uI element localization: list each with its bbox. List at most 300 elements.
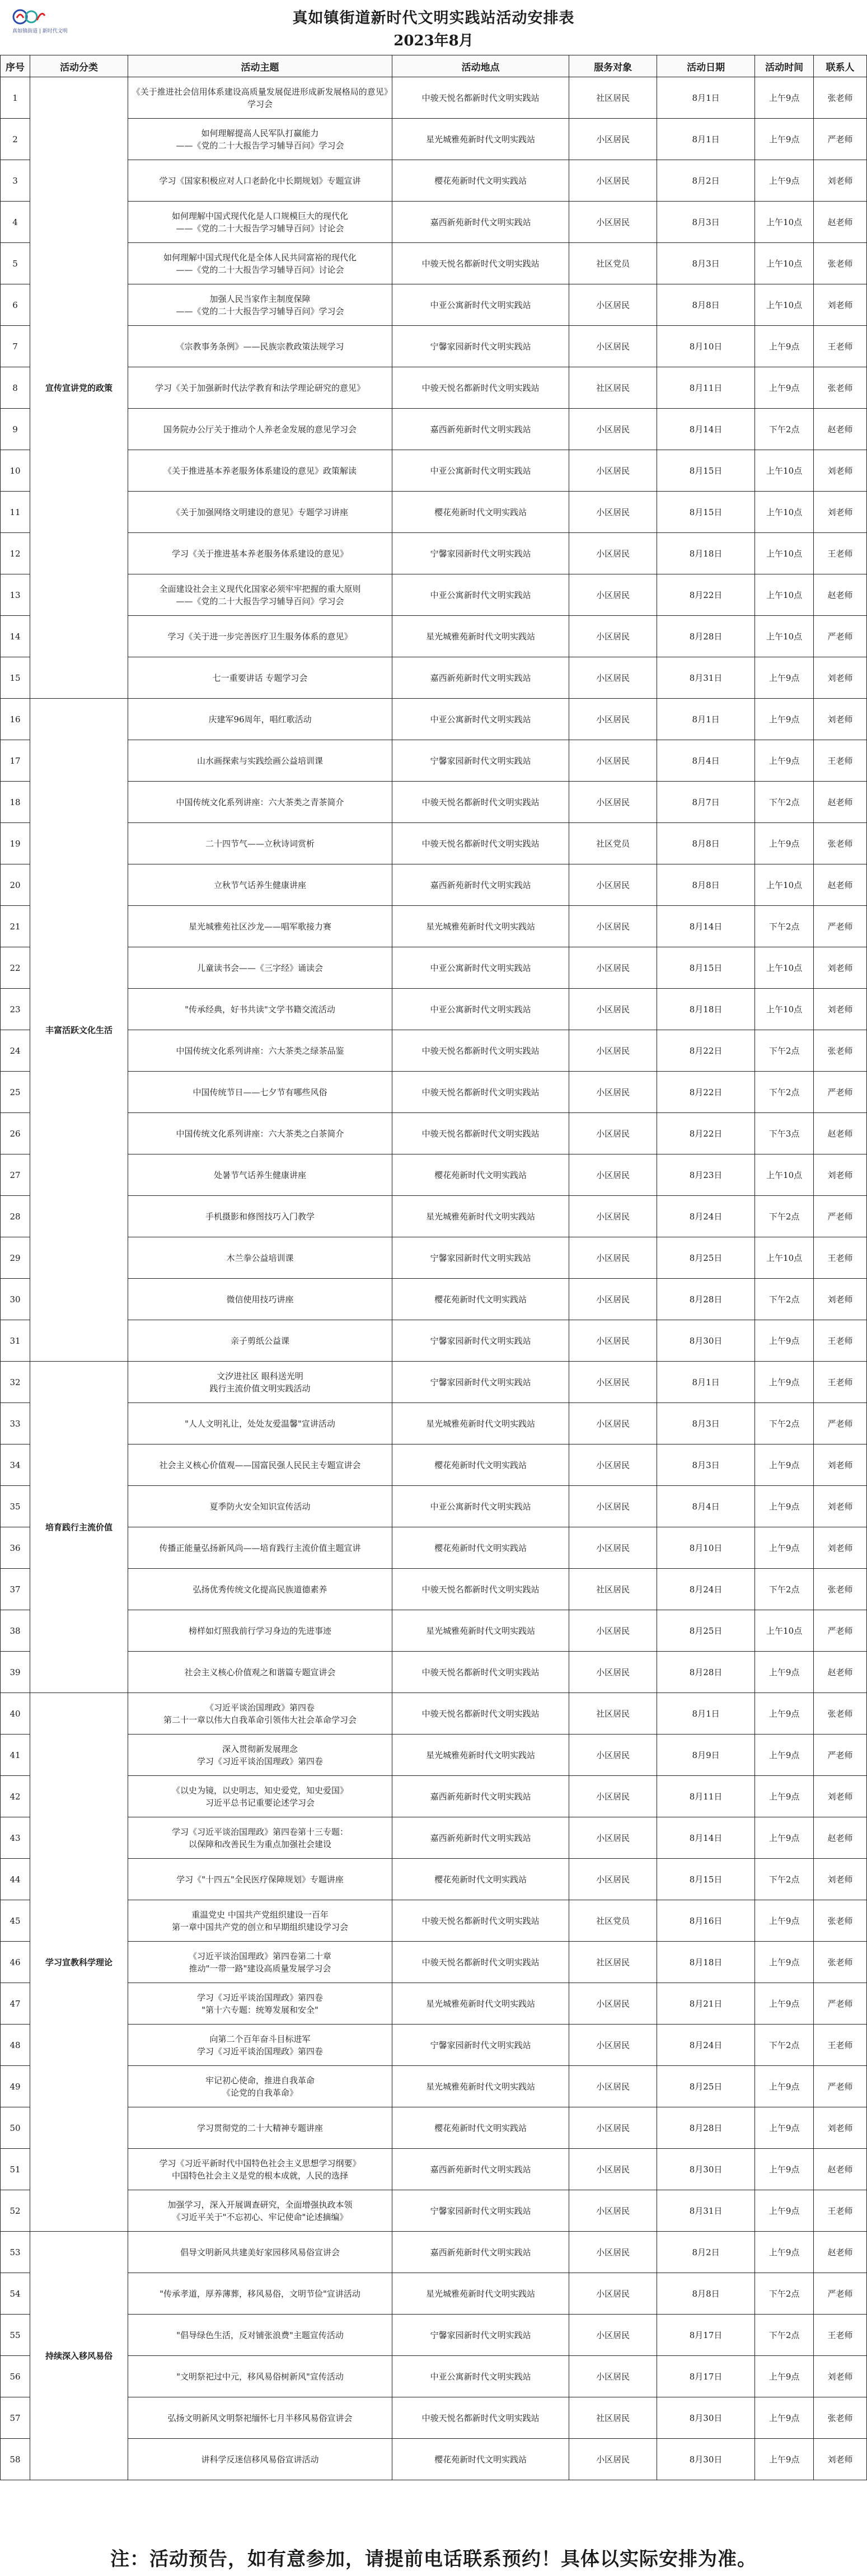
- activity-topic: 深入贯彻新发展理念 学习《习近平谈治国理政》第四卷: [128, 1735, 392, 1776]
- activity-time: 上午9点: [755, 1735, 814, 1776]
- table-row: [1, 1610, 867, 1652]
- service-target: 小区居民: [569, 699, 657, 740]
- page-subtitle: 2023年8月: [393, 32, 474, 49]
- table-row: [1, 699, 867, 740]
- service-target: 小区居民: [569, 864, 657, 906]
- table-row: [1, 409, 867, 450]
- contact-person: 赵老师: [814, 2232, 867, 2273]
- table-row: [1, 2025, 867, 2066]
- table-row: [1, 1900, 867, 1942]
- row-number: 26: [1, 1113, 30, 1154]
- activity-date: 8月1日: [657, 1362, 755, 1403]
- contact-person: 刘老师: [814, 989, 867, 1030]
- activity-location: 中亚公寓新时代文明实践站: [392, 947, 569, 989]
- contact-person: 王老师: [814, 533, 867, 574]
- activity-location: 中骏天悦名都新时代文明实践站: [392, 243, 569, 284]
- activity-location: 中亚公寓新时代文明实践站: [392, 2356, 569, 2397]
- activity-time: 上午9点: [755, 2232, 814, 2273]
- contact-person: 严老师: [814, 1072, 867, 1113]
- activity-date: 8月16日: [657, 1900, 755, 1942]
- activity-location: 嘉西新苑新时代文明实践站: [392, 1817, 569, 1859]
- activity-time: 上午10点: [755, 864, 814, 906]
- column-header: 活动日期: [657, 55, 755, 77]
- activity-topic: 文汐进社区 眼科送光明 践行主流价值文明实践活动: [128, 1362, 392, 1403]
- activity-date: 8月3日: [657, 1444, 755, 1486]
- contact-person: 严老师: [814, 906, 867, 947]
- contact-person: 王老师: [814, 1320, 867, 1362]
- table-row: [1, 2397, 867, 2439]
- activity-topic: 庆建军96周年，唱红歌活动: [128, 699, 392, 740]
- contact-person: 严老师: [814, 1403, 867, 1444]
- activity-location: 中骏天悦名都新时代文明实践站: [392, 782, 569, 823]
- contact-person: 刘老师: [814, 1859, 867, 1900]
- service-target: 小区居民: [569, 1983, 657, 2025]
- activity-topic: 讲科学反迷信移风易俗宣讲活动: [128, 2439, 392, 2480]
- table-row: [1, 616, 867, 657]
- activity-time: 上午10点: [755, 243, 814, 284]
- row-number: 14: [1, 616, 30, 657]
- activity-time: 上午9点: [755, 1320, 814, 1362]
- activity-topic: 中国传统节日——七夕节有哪些风俗: [128, 1072, 392, 1113]
- table-row: [1, 574, 867, 616]
- activity-topic: 学习《"十四五"全民医疗保障规划》专题讲座: [128, 1859, 392, 1900]
- activity-location: 嘉西新苑新时代文明实践站: [392, 2149, 569, 2190]
- service-target: 小区居民: [569, 2107, 657, 2149]
- service-target: 小区居民: [569, 1859, 657, 1900]
- schedule-table: [0, 55, 867, 2480]
- category-cell: 培育践行主流价值: [30, 1362, 128, 1693]
- activity-topic: 儿童读书会——《三字经》诵读会: [128, 947, 392, 989]
- activity-time: 上午9点: [755, 657, 814, 699]
- contact-person: 刘老师: [814, 2439, 867, 2480]
- activity-topic: 弘扬文明新风文明祭祀缅怀七月半移风易俗宣讲会: [128, 2397, 392, 2439]
- activity-location: 星光城雅苑新时代文明实践站: [392, 1983, 569, 2025]
- activity-time: 上午10点: [755, 947, 814, 989]
- service-target: 小区居民: [569, 1362, 657, 1403]
- activity-location: 嘉西新苑新时代文明实践站: [392, 2232, 569, 2273]
- activity-date: 8月28日: [657, 616, 755, 657]
- activity-location: 嘉西新苑新时代文明实践站: [392, 202, 569, 243]
- column-header: 活动时间: [755, 55, 814, 77]
- contact-person: 张老师: [814, 1569, 867, 1610]
- activity-time: 下午2点: [755, 1030, 814, 1072]
- activity-location: 宁馨家园新时代文明实践站: [392, 1320, 569, 1362]
- service-target: 社区居民: [569, 1693, 657, 1735]
- activity-time: 上午9点: [755, 2397, 814, 2439]
- activity-date: 8月22日: [657, 574, 755, 616]
- row-number: 13: [1, 574, 30, 616]
- service-target: 小区居民: [569, 1279, 657, 1320]
- service-target: 小区居民: [569, 1486, 657, 1527]
- service-target: 小区居民: [569, 326, 657, 367]
- row-number: 5: [1, 243, 30, 284]
- activity-location: 星光城雅苑新时代文明实践站: [392, 1735, 569, 1776]
- row-number: 33: [1, 1403, 30, 1444]
- service-target: 社区居民: [569, 367, 657, 409]
- activity-date: 8月18日: [657, 533, 755, 574]
- contact-person: 赵老师: [814, 409, 867, 450]
- activity-topic: 如何理解中国式现代化是人口规模巨大的现代化 ——《党的二十大报告学习辅导百问》讨论会: [128, 202, 392, 243]
- contact-person: 刘老师: [814, 1279, 867, 1320]
- activity-topic: 中国传统文化系列讲座：六大茶类之白茶简介: [128, 1113, 392, 1154]
- activity-time: 下午2点: [755, 906, 814, 947]
- activity-date: 8月1日: [657, 699, 755, 740]
- activity-topic: "倡导绿色生活，反对铺张浪费"主题宣传活动: [128, 2315, 392, 2356]
- activity-topic: 星光城雅苑社区沙龙——唱军歌接力赛: [128, 906, 392, 947]
- category-cell: 宣传宣讲党的政策: [30, 77, 128, 699]
- row-number: 45: [1, 1900, 30, 1942]
- row-number: 28: [1, 1196, 30, 1237]
- activity-time: 上午10点: [755, 989, 814, 1030]
- activity-topic: 《习近平谈治国理政》第四卷 第二十一章以伟大自我革命引领伟大社会革命学习会: [128, 1693, 392, 1735]
- service-target: 小区居民: [569, 1444, 657, 1486]
- table-row: [1, 367, 867, 409]
- contact-person: 严老师: [814, 1983, 867, 2025]
- table-row: [1, 1569, 867, 1610]
- activity-location: 中骏天悦名都新时代文明实践站: [392, 1113, 569, 1154]
- activity-topic: 微信使用技巧讲座: [128, 1279, 392, 1320]
- table-row: [1, 1154, 867, 1196]
- contact-person: 张老师: [814, 1942, 867, 1983]
- contact-person: 刘老师: [814, 1527, 867, 1569]
- contact-person: 赵老师: [814, 864, 867, 906]
- activity-date: 8月4日: [657, 740, 755, 782]
- service-target: 小区居民: [569, 2066, 657, 2107]
- activity-location: 中骏天悦名都新时代文明实践站: [392, 1693, 569, 1735]
- contact-person: 张老师: [814, 77, 867, 119]
- table-row: [1, 2232, 867, 2273]
- service-target: 社区党员: [569, 823, 657, 864]
- row-number: 17: [1, 740, 30, 782]
- row-number: 41: [1, 1735, 30, 1776]
- service-target: 小区居民: [569, 740, 657, 782]
- activity-date: 8月14日: [657, 1817, 755, 1859]
- activity-time: 下午2点: [755, 409, 814, 450]
- activity-location: 中骏天悦名都新时代文明实践站: [392, 1900, 569, 1942]
- activity-topic: 社会主义核心价值观——国富民强人民民主专题宣讲会: [128, 1444, 392, 1486]
- activity-time: 上午9点: [755, 1776, 814, 1817]
- activity-topic: 《习近平谈治国理政》第四卷第二十章 推动"一带一路"建设高质量发展学习会: [128, 1942, 392, 1983]
- activity-date: 8月15日: [657, 947, 755, 989]
- activity-location: 星光城雅苑新时代文明实践站: [392, 1610, 569, 1652]
- contact-person: 刘老师: [814, 699, 867, 740]
- activity-time: 上午9点: [755, 77, 814, 119]
- contact-person: 赵老师: [814, 574, 867, 616]
- activity-date: 8月8日: [657, 284, 755, 326]
- activity-topic: 学习《习近平谈治国理政》第四卷第十三专题： 以保障和改善民生为重点加强社会建设: [128, 1817, 392, 1859]
- contact-person: 王老师: [814, 2315, 867, 2356]
- activity-date: 8月14日: [657, 906, 755, 947]
- row-number: 8: [1, 367, 30, 409]
- activity-time: 上午9点: [755, 1362, 814, 1403]
- row-number: 36: [1, 1527, 30, 1569]
- activity-location: 樱花苑新时代文明实践站: [392, 1154, 569, 1196]
- service-target: 小区居民: [569, 1610, 657, 1652]
- activity-date: 8月31日: [657, 2190, 755, 2232]
- activity-time: 上午10点: [755, 450, 814, 492]
- service-target: 小区居民: [569, 119, 657, 160]
- table-row: [1, 2273, 867, 2315]
- service-target: 小区居民: [569, 2315, 657, 2356]
- activity-topic: 牢记初心使命，推进自我革命 《论党的自我革命》: [128, 2066, 392, 2107]
- activity-time: 上午9点: [755, 2066, 814, 2107]
- table-row: [1, 782, 867, 823]
- activity-date: 8月30日: [657, 2149, 755, 2190]
- activity-topic: "人人文明礼让，处处友爱温馨"宣讲活动: [128, 1403, 392, 1444]
- activity-date: 8月28日: [657, 2107, 755, 2149]
- activity-location: 中骏天悦名都新时代文明实践站: [392, 367, 569, 409]
- activity-date: 8月21日: [657, 1983, 755, 2025]
- activity-time: 下午3点: [755, 1113, 814, 1154]
- table-row: [1, 1196, 867, 1237]
- table-row: [1, 533, 867, 574]
- activity-date: 8月8日: [657, 823, 755, 864]
- service-target: 小区居民: [569, 1113, 657, 1154]
- activity-location: 樱花苑新时代文明实践站: [392, 1279, 569, 1320]
- contact-person: 刘老师: [814, 284, 867, 326]
- category-cell: 持续深入移风易俗: [30, 2232, 128, 2480]
- activity-date: 8月10日: [657, 1527, 755, 1569]
- service-target: 小区居民: [569, 2190, 657, 2232]
- contact-person: 赵老师: [814, 202, 867, 243]
- row-number: 15: [1, 657, 30, 699]
- service-target: 小区居民: [569, 2356, 657, 2397]
- row-number: 51: [1, 2149, 30, 2190]
- service-target: 小区居民: [569, 2232, 657, 2273]
- row-number: 1: [1, 77, 30, 119]
- contact-person: 张老师: [814, 823, 867, 864]
- activity-location: 星光城雅苑新时代文明实践站: [392, 1403, 569, 1444]
- activity-topic: 手机摄影和修图技巧入门教学: [128, 1196, 392, 1237]
- service-target: 小区居民: [569, 782, 657, 823]
- activity-location: 嘉西新苑新时代文明实践站: [392, 1776, 569, 1817]
- activity-location: 星光城雅苑新时代文明实践站: [392, 906, 569, 947]
- table-row: [1, 202, 867, 243]
- service-target: 社区居民: [569, 2397, 657, 2439]
- service-target: 小区居民: [569, 1196, 657, 1237]
- table-row: [1, 492, 867, 533]
- activity-location: 星光城雅苑新时代文明实践站: [392, 616, 569, 657]
- activity-location: 中骏天悦名都新时代文明实践站: [392, 77, 569, 119]
- activity-topic: 《关于加强网络文明建设的意见》专题学习讲座: [128, 492, 392, 533]
- activity-time: 上午9点: [755, 1900, 814, 1942]
- row-number: 46: [1, 1942, 30, 1983]
- table-row: [1, 657, 867, 699]
- row-number: 39: [1, 1652, 30, 1693]
- activity-location: 樱花苑新时代文明实践站: [392, 2107, 569, 2149]
- service-target: 小区居民: [569, 533, 657, 574]
- table-row: [1, 326, 867, 367]
- activity-location: 中骏天悦名都新时代文明实践站: [392, 823, 569, 864]
- service-target: 小区居民: [569, 409, 657, 450]
- activity-date: 8月15日: [657, 492, 755, 533]
- activity-location: 中亚公寓新时代文明实践站: [392, 1486, 569, 1527]
- activity-date: 8月24日: [657, 1196, 755, 1237]
- activity-date: 8月23日: [657, 1154, 755, 1196]
- table-row: [1, 119, 867, 160]
- activity-date: 8月9日: [657, 1735, 755, 1776]
- row-number: 47: [1, 1983, 30, 2025]
- table-row: [1, 2356, 867, 2397]
- table-row: [1, 2190, 867, 2232]
- activity-topic: 《以史为镜，以史明志，知史爱党，知史爱国》 习近平总书记重要论述学习会: [128, 1776, 392, 1817]
- activity-time: 上午10点: [755, 1610, 814, 1652]
- contact-person: 张老师: [814, 1693, 867, 1735]
- service-target: 小区居民: [569, 1403, 657, 1444]
- row-number: 42: [1, 1776, 30, 1817]
- table-row: [1, 1776, 867, 1817]
- service-target: 小区居民: [569, 160, 657, 202]
- activity-time: 上午9点: [755, 1942, 814, 1983]
- row-number: 50: [1, 2107, 30, 2149]
- row-number: 35: [1, 1486, 30, 1527]
- contact-person: 赵老师: [814, 1817, 867, 1859]
- activity-date: 8月8日: [657, 864, 755, 906]
- activity-date: 8月22日: [657, 1072, 755, 1113]
- contact-person: 张老师: [814, 1900, 867, 1942]
- table-row: [1, 1113, 867, 1154]
- row-number: 53: [1, 2232, 30, 2273]
- row-number: 49: [1, 2066, 30, 2107]
- contact-person: 严老师: [814, 119, 867, 160]
- row-number: 20: [1, 864, 30, 906]
- activity-topic: 全面建设社会主义现代化国家必须牢牢把握的重大原则 ——《党的二十大报告学习辅导百问》学习会: [128, 574, 392, 616]
- row-number: 29: [1, 1237, 30, 1279]
- activity-location: 中亚公寓新时代文明实践站: [392, 284, 569, 326]
- activity-date: 8月3日: [657, 243, 755, 284]
- table-header-row: [1, 55, 867, 77]
- table-row: [1, 1983, 867, 2025]
- table-row: [1, 243, 867, 284]
- table-row: [1, 740, 867, 782]
- row-number: 25: [1, 1072, 30, 1113]
- service-target: 小区居民: [569, 492, 657, 533]
- service-target: 小区居民: [569, 1072, 657, 1113]
- activity-topic: 学习《关于进一步完善医疗卫生服务体系的意见》: [128, 616, 392, 657]
- activity-location: 宁馨家园新时代文明实践站: [392, 533, 569, 574]
- table-row: [1, 864, 867, 906]
- activity-time: 上午9点: [755, 1817, 814, 1859]
- table-row: [1, 160, 867, 202]
- activity-location: 中骏天悦名都新时代文明实践站: [392, 1072, 569, 1113]
- activity-time: 上午9点: [755, 119, 814, 160]
- activity-location: 樱花苑新时代文明实践站: [392, 492, 569, 533]
- activity-time: 上午9点: [755, 699, 814, 740]
- contact-person: 刘老师: [814, 160, 867, 202]
- table-row: [1, 1237, 867, 1279]
- activity-topic: 向第二个百年奋斗目标进军 学习《习近平谈治国理政》第四卷: [128, 2025, 392, 2066]
- contact-person: 赵老师: [814, 782, 867, 823]
- activity-time: 上午9点: [755, 2439, 814, 2480]
- table-row: [1, 1693, 867, 1735]
- contact-person: 张老师: [814, 1030, 867, 1072]
- activity-time: 下午2点: [755, 1072, 814, 1113]
- row-number: 34: [1, 1444, 30, 1486]
- activity-time: 上午9点: [755, 1652, 814, 1693]
- activity-date: 8月22日: [657, 1030, 755, 1072]
- row-number: 2: [1, 119, 30, 160]
- activity-date: 8月17日: [657, 2356, 755, 2397]
- activity-topic: 社会主义核心价值观之和谐篇专题宣讲会: [128, 1652, 392, 1693]
- contact-person: 刘老师: [814, 1154, 867, 1196]
- activity-topic: "传承经典，好书共读"文学书籍交流活动: [128, 989, 392, 1030]
- activity-location: 宁馨家园新时代文明实践站: [392, 2025, 569, 2066]
- service-target: 社区居民: [569, 1569, 657, 1610]
- service-target: 小区居民: [569, 906, 657, 947]
- activity-time: 下午2点: [755, 2025, 814, 2066]
- service-target: 小区居民: [569, 1030, 657, 1072]
- contact-person: 刘老师: [814, 657, 867, 699]
- service-target: 小区居民: [569, 1320, 657, 1362]
- activity-topic: 重温党史 中国共产党组织建设一百年 第一章中国共产党的创立和早期组织建设学习会: [128, 1900, 392, 1942]
- row-number: 16: [1, 699, 30, 740]
- contact-person: 张老师: [814, 2397, 867, 2439]
- activity-topic: 中国传统文化系列讲座：六大茶类之青茶简介: [128, 782, 392, 823]
- activity-topic: 学习《关于推进基本养老服务体系建设的意见》: [128, 533, 392, 574]
- activity-time: 上午9点: [755, 2149, 814, 2190]
- contact-person: 赵老师: [814, 1652, 867, 1693]
- row-number: 10: [1, 450, 30, 492]
- contact-person: 刘老师: [814, 2356, 867, 2397]
- activity-location: 星光城雅苑新时代文明实践站: [392, 2066, 569, 2107]
- activity-date: 8月14日: [657, 409, 755, 450]
- footer-note: 注：活动预告，如有意参加，请提前电话联系预约！具体以实际安排为准。: [110, 2548, 757, 2570]
- activity-date: 8月30日: [657, 2439, 755, 2480]
- activity-date: 8月3日: [657, 1403, 755, 1444]
- activity-date: 8月10日: [657, 326, 755, 367]
- activity-topic: 加强人民当家作主制度保障 ——《党的二十大报告学习辅导百问》学习会: [128, 284, 392, 326]
- activity-time: 下午2点: [755, 2273, 814, 2315]
- activity-time: 下午2点: [755, 1196, 814, 1237]
- activity-location: 中骏天悦名都新时代文明实践站: [392, 1569, 569, 1610]
- activity-topic: 山水画探索与实践绘画公益培训课: [128, 740, 392, 782]
- activity-location: 宁馨家园新时代文明实践站: [392, 2190, 569, 2232]
- table-row: [1, 1444, 867, 1486]
- row-number: 24: [1, 1030, 30, 1072]
- row-number: 21: [1, 906, 30, 947]
- table-row: [1, 77, 867, 119]
- activity-topic: 处暑节气话养生健康讲座: [128, 1154, 392, 1196]
- activity-date: 8月28日: [657, 1652, 755, 1693]
- activity-time: 上午9点: [755, 740, 814, 782]
- table-row: [1, 1735, 867, 1776]
- activity-date: 8月25日: [657, 1237, 755, 1279]
- contact-person: 王老师: [814, 1237, 867, 1279]
- activity-date: 8月7日: [657, 782, 755, 823]
- contact-person: 严老师: [814, 616, 867, 657]
- activity-date: 8月11日: [657, 367, 755, 409]
- activity-time: 上午10点: [755, 616, 814, 657]
- activity-date: 8月4日: [657, 1486, 755, 1527]
- contact-person: 王老师: [814, 1362, 867, 1403]
- contact-person: 刘老师: [814, 1776, 867, 1817]
- row-number: 48: [1, 2025, 30, 2066]
- service-target: 小区居民: [569, 616, 657, 657]
- table-row: [1, 1072, 867, 1113]
- activity-date: 8月30日: [657, 2397, 755, 2439]
- contact-person: 王老师: [814, 2190, 867, 2232]
- activity-location: 宁馨家园新时代文明实践站: [392, 740, 569, 782]
- activity-date: 8月3日: [657, 202, 755, 243]
- service-target: 小区居民: [569, 657, 657, 699]
- contact-person: 赵老师: [814, 2149, 867, 2190]
- activity-location: 宁馨家园新时代文明实践站: [392, 2315, 569, 2356]
- row-number: 19: [1, 823, 30, 864]
- row-number: 18: [1, 782, 30, 823]
- table-row: [1, 284, 867, 326]
- service-target: 小区居民: [569, 2273, 657, 2315]
- service-target: 小区居民: [569, 2149, 657, 2190]
